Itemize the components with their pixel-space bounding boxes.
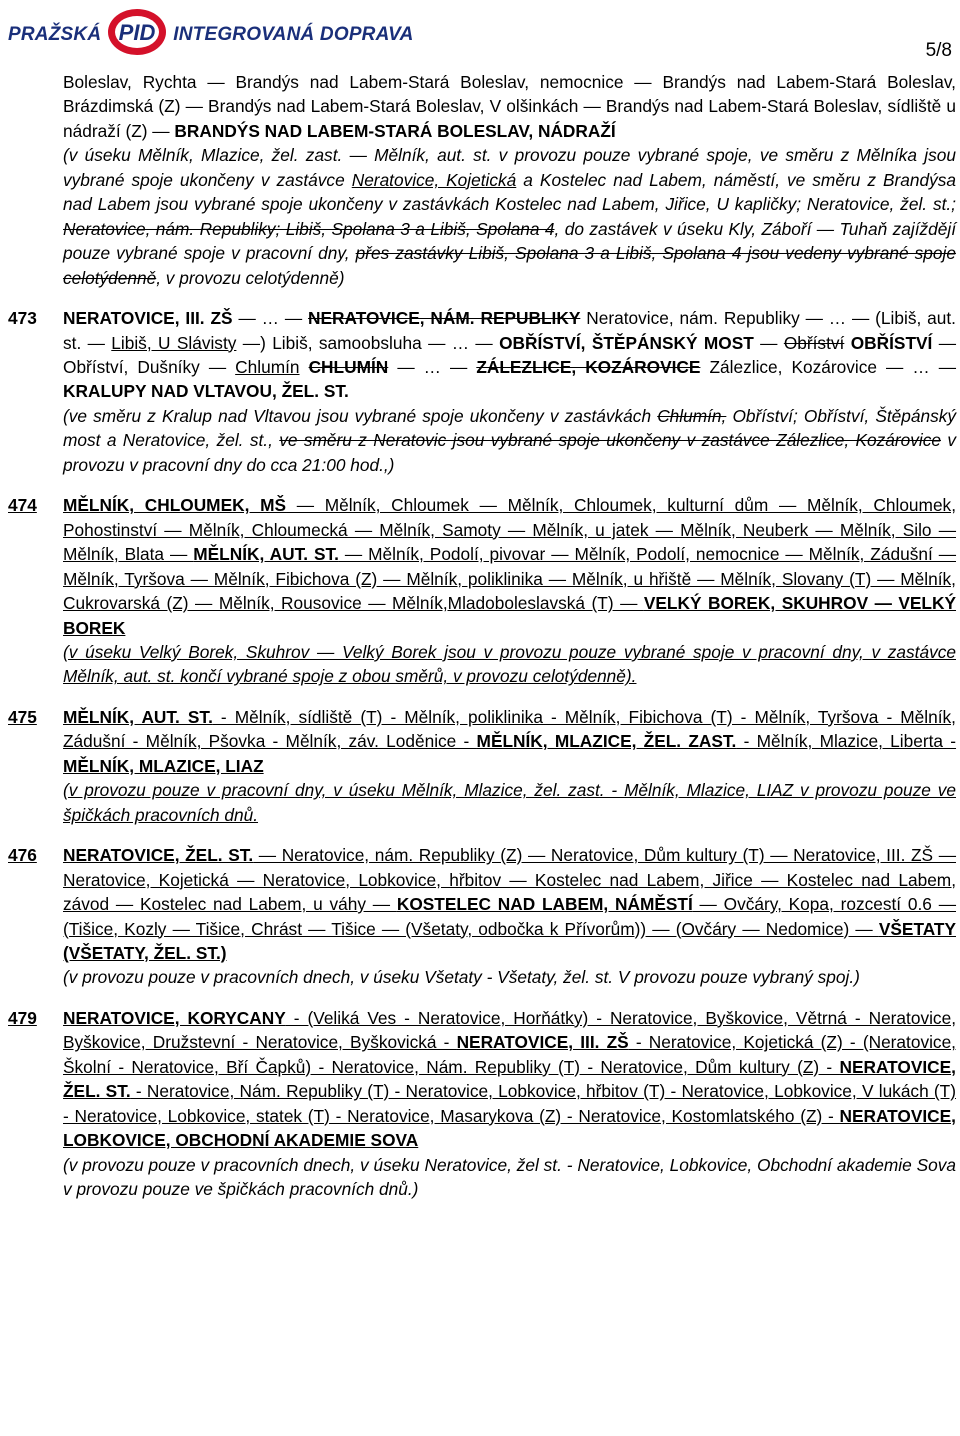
terminal-stop: MĚLNÍK, AUT. ST.: [193, 544, 339, 565]
note-strikethrough: Chlumín,: [657, 405, 727, 426]
cancelled-stop: NERATOVICE, NÁM. REPUBLIKY: [308, 308, 581, 329]
route-number: [8, 705, 63, 827]
stops-text: — … —: [232, 308, 309, 329]
stops-text: - Neratovice, Nám. Republiky (T) - Neratovice, Lobkovice, hřbitov (T) - Neratovice, Lobkovice, V lukách (T) - Neratovice, Lobkovice, statek (T) - Neratovice, Masarykova (Z) - Neratovice, Kostomlatského (Z) -: [63, 1081, 956, 1126]
route-description: [63, 705, 956, 827]
route-473: [8, 306, 956, 477]
terminal-stop: NERATOVICE, ŽEL. ST.: [63, 1056, 956, 1102]
route-stops: [63, 1006, 956, 1153]
note-strikethrough: ve směru z Neratovic jsou vybrané spoje ukončeny v zastávce Zálezlice, Kozárovice: [279, 430, 941, 451]
route-note: [63, 640, 956, 689]
stops-text: - Neratovice, Kojetická (Z) - (Neratovice, Školní - Neratovice, Bří Čapků) - Neratovice, Nám. Republiky (T) - Neratovice, Dům kultury (Z) -: [63, 1032, 956, 1077]
terminal-stop: MĚLNÍK, MLAZICE, LIAZ: [63, 755, 264, 776]
route-note: [63, 404, 956, 477]
emblem-letters: PID: [118, 20, 156, 45]
stops-text: — Neratovice, nám. Republiky (Z) — Neratovice, Dům kultury (T) — Neratovice, III. ZŠ — Neratovice, Kojetická — Neratovice, Lobkovice, hřbitov — Kostelec nad Labem, Jiřice — Kostelec nad Labem, závod — Kostelec nad Labem, u váhy —: [63, 845, 956, 915]
note-text: (v úseku Mělník, Mlazice, žel. zast. — Mělník, aut. st. v provozu pouze vybrané spoje, ve směru z Mělníka jsou vybrané spoje ukončeny v zastávce: [63, 145, 956, 190]
cancelled-stop: ZÁLEZLICE, KOZÁROVICE: [476, 356, 701, 377]
terminal-stop: OBŘÍSTVÍ: [850, 332, 933, 353]
route-stops: [63, 306, 956, 404]
route-number: [8, 843, 63, 990]
route-number-text: 475: [8, 706, 37, 727]
logo-text-left: PRAŽSKÁ: [8, 23, 102, 45]
note-text: (v provozu pouze v pracovních dnech, v úseku Všetaty - Všetaty, žel. st. V provozu pouze vybraný spoj.): [63, 967, 860, 988]
page-header: [0, 0, 960, 62]
cancelled-stop: CHLUMÍN: [308, 356, 389, 377]
terminal-stop: VŠETATY (VŠETATY, ŽEL. ST.): [63, 918, 956, 963]
document-body: [8, 70, 956, 1201]
terminal-stop: NERATOVICE, III. ZŠ: [456, 1032, 629, 1053]
terminal-stop: NERATOVICE, KORYCANY: [63, 1007, 286, 1028]
route-number: [8, 493, 63, 689]
route-stops: [63, 843, 956, 965]
stops-text: [300, 357, 309, 377]
terminal-stop: MĚLNÍK, CHLOUMEK, MŠ: [63, 495, 287, 516]
route-number-text: 476: [8, 845, 37, 866]
route-description: [63, 843, 956, 990]
stops-text: — Ovčáry, Kopa, rozcestí 0.6 — (Tišice, Kozly — Tišice, Chrást — Tišice — (Všetaty, odbočka k Přívorům)) — (Ovčáry — Nedomice) —: [63, 894, 956, 939]
note-text: (v úseku Velký Borek, Skuhrov — Velký Borek jsou v provozu pouze vybrané spoje v pracovní dny, v zastávce Mělník, aut. st. končí vybrané spoje z obou směrů, v provozu celotýdenně).: [63, 641, 956, 687]
stops-text: Boleslav, Rychta — Brandýs nad Labem-Stará Boleslav, nemocnice — Brandýs nad Labem-Stará Boleslav, Brázdimská (Z) — Brandýs nad Labem-Stará Boleslav, V olšinkách — Brandýs nad Labem-Stará Boleslav, sídliště u nádraží (Z) —: [63, 72, 956, 141]
route-474: [8, 493, 956, 689]
note-text: (ve směru z Kralup nad Vltavou jsou vybrané spoje ukončeny v zastávkách: [63, 405, 658, 426]
terminal-stop: MĚLNÍK, MLAZICE, ŽEL. ZAST.: [476, 731, 737, 752]
stops-text: - Mělník, sídliště (T) - Mělník, poliklinika - Mělník, Fibichova (T) - Mělník, Tyršova - Mělník, Zádušní - Mělník, Pšovka - Mělník, záv. Loděnice -: [63, 706, 956, 752]
note-text: , do zastávek v úseku Kly, Záboří — Tuhaň zajíždějí pouze vybrané spoje v pracovní dny,: [63, 218, 956, 264]
stops-text: - (Veliká Ves - Neratovice, Horňátky) - Neratovice, Byškovice, Větrná - Neratovice, Byškovice, Družstevní - Neratovice, Byškovická -: [63, 1007, 956, 1053]
terminal-stop: VELKÝ BOREK, SKUHROV — VELKÝ BOREK: [63, 593, 956, 638]
pid-logo: [8, 6, 414, 63]
page-number: 5/8: [925, 40, 952, 61]
stops-text: Neratovice, nám. Republiky — … — (Libiš, aut. st. —: [63, 308, 956, 353]
route-number: 473: [8, 308, 37, 329]
changed-stop: Chlumín: [235, 356, 300, 377]
changed-stop: Libiš, U Slávisty: [111, 332, 237, 353]
stops-text: —) Libiš, samoobsluha — … —: [236, 332, 500, 353]
route-note: [63, 1153, 956, 1202]
note-text: v provozu v pracovní dny do cca 21:00 hod.,): [63, 430, 956, 475]
stops-text: - Mělník, Mlazice, Liberta -: [736, 731, 957, 752]
note-strikethrough: Neratovice, nám. Republiky; Libiš, Spolana 3 a Libiš, Spolana 4: [63, 218, 555, 239]
stops-text: — Mělník, Chloumek — Mělník, Chloumek, kulturní dům — Mělník, Chloumek, Pohostinství — Mělník, Chloumecká — Mělník, Samoty — Mělník, u jatek — Mělník, Neuberk — Mělník, Silo — Mělník, Blata —: [63, 495, 956, 565]
route-475: [8, 705, 956, 827]
route-note: [63, 965, 956, 989]
route-description: [63, 493, 956, 689]
continued-stops: [63, 70, 956, 143]
route-number-text: 474: [8, 495, 37, 516]
terminal-stop: MĚLNÍK, AUT. ST.: [63, 706, 213, 727]
terminal-stop: NERATOVICE, LOBKOVICE, OBCHODNÍ AKADEMIE SOVA: [63, 1105, 956, 1151]
stops-text: — … —: [388, 356, 477, 377]
terminal-stop: BRANDÝS NAD LABEM-STARÁ BOLESLAV, NÁDRAŽÍ: [174, 120, 616, 141]
stops-text: — Obříství, Dušníky —: [63, 332, 957, 377]
route-note: [63, 778, 956, 827]
continued-route: [8, 70, 956, 290]
logo-text-right: INTEGROVANÁ DOPRAVA: [173, 23, 414, 45]
terminal-stop: KRALUPY NAD VLTAVOU, ŽEL. ST.: [63, 381, 349, 402]
terminal-stop: OBŘÍSTVÍ, ŠTĚPÁNSKÝ MOST: [499, 332, 754, 353]
continued-note: [63, 143, 956, 290]
terminal-stop: NERATOVICE, III. ZŠ: [63, 308, 233, 329]
pid-emblem-icon: [105, 6, 169, 63]
route-description: [63, 306, 956, 477]
route-stops: [63, 493, 956, 640]
terminal-stop: NERATOVICE, ŽEL. ST.: [63, 845, 254, 866]
note-text: (v provozu pouze v pracovních dnech, v úseku Neratovice, žel st. - Neratovice, Lobkovice, Obchodní akademie Sova v provozu pouze ve špičkách pracovních dnů.): [63, 1154, 956, 1200]
route-476: [8, 843, 956, 990]
route-description: [63, 1006, 956, 1202]
note-text: a Kostelec nad Labem, náměstí, ve směru z Brandýsa nad Labem jsou vybrané spoje ukončeny v zastávkách Kostelec nad Labem, Jiřice, U kapličky; Neratovice, žel. st.;: [63, 169, 956, 215]
route-stops: [63, 705, 956, 778]
note-strikethrough: přes zastávky Libiš, Spolana 3 a Libiš, Spolana 4 jsou vedeny vybrané spoje celotýdenně: [63, 243, 956, 288]
note-text: Obříství; Obříství, Štěpánský most a Neratovice, žel. st.,: [63, 405, 957, 451]
stops-text: — Mělník, Podolí, pivovar — Mělník, Podolí, nemocnice — Mělník, Zádušní — Mělník, Tyršova — Mělník, Fibichova (Z) — Mělník, poliklinika — Mělník, u hřiště — Mělník, Slovany (T) — Mělník, Cukrovarská (Z) — Mělník, Rousovice — Mělník,Mladoboleslavská (T) —: [63, 544, 956, 614]
note-text: (v provozu pouze v pracovní dny, v úseku Mělník, Mlazice, žel. zast. - Mělník, Mlazice, LIAZ v provozu pouze ve špičkách pracovních dnů.: [63, 780, 956, 825]
route-number-text: 479: [8, 1007, 37, 1028]
note-text: , v provozu celotýdenně): [156, 267, 345, 288]
route-479: [8, 1006, 956, 1202]
terminal-stop: KOSTELEC NAD LABEM, NÁMĚSTÍ: [396, 894, 693, 915]
route-number: [8, 1006, 63, 1202]
stops-text: —: [753, 332, 784, 353]
cancelled-stop: Obříství: [783, 332, 845, 353]
stops-text: Zálezlice, Kozárovice — … —: [700, 356, 956, 377]
note-underlined: Neratovice, Kojetická: [351, 169, 517, 190]
